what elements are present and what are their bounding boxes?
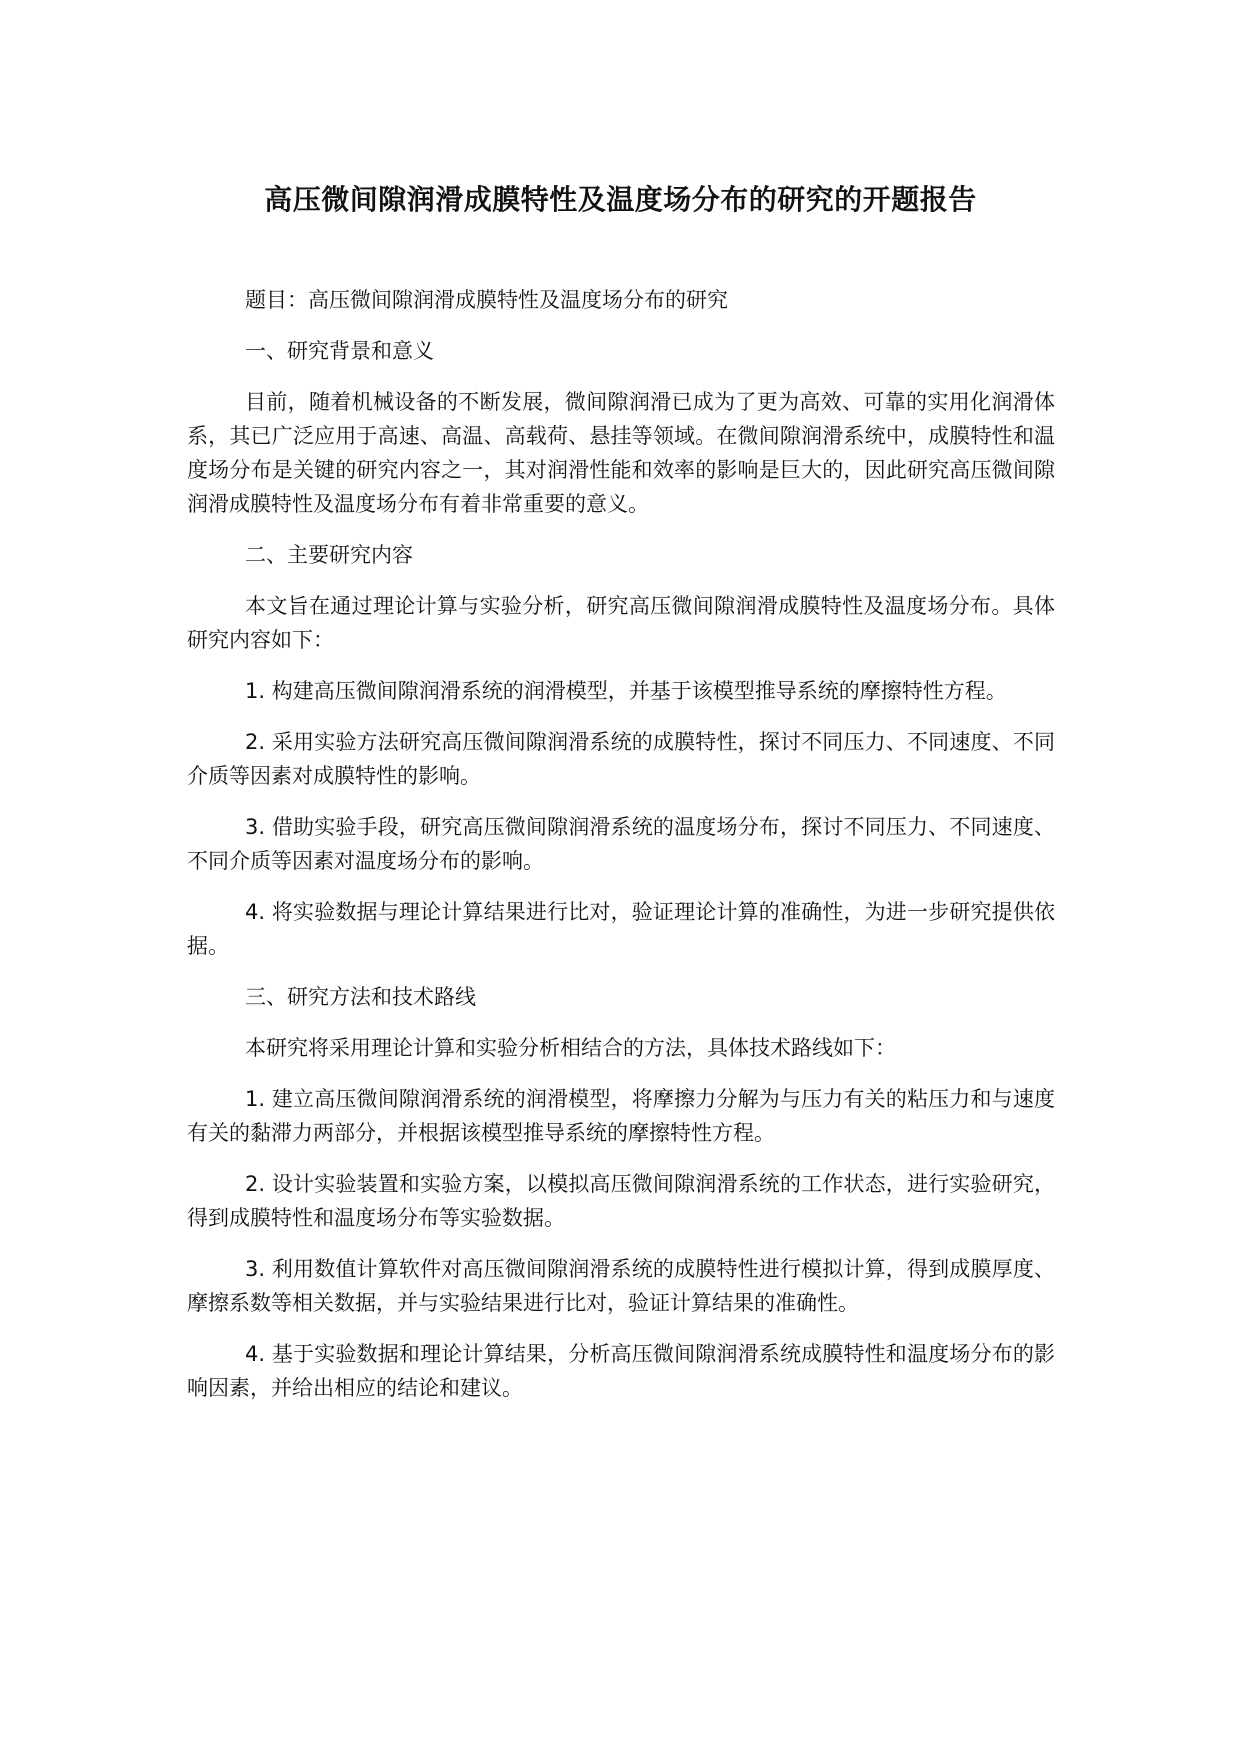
method-item: 2. 设计实验装置和实验方案，以模拟高压微间隙润滑系统的工作状态，进行实验研究，得到成膜特性和温度场分布等实验数据。 bbox=[187, 1172, 1055, 1230]
content-item: 4. 将实验数据与理论计算结果进行比对，验证理论计算的准确性，为进一步研究提供依据。 bbox=[187, 900, 1055, 958]
content-intro-paragraph: 本文旨在通过理论计算与实验分析，研究高压微间隙润滑成膜特性及温度场分布。具体研究内容如下： bbox=[187, 594, 1055, 652]
content-item: 3. 借助实验手段，研究高压微间隙润滑系统的温度场分布，探讨不同压力、不同速度、不同介质等因素对温度场分布的影响。 bbox=[187, 815, 1055, 873]
content-item: 2. 采用实验方法研究高压微间隙润滑系统的成膜特性，探讨不同压力、不同速度、不同介质等因素对成膜特性的影响。 bbox=[187, 730, 1055, 788]
document-body bbox=[187, 283, 1055, 1405]
section-heading-background: 一、研究背景和意义 bbox=[245, 339, 434, 363]
method-intro-paragraph: 本研究将采用理论计算和实验分析相结合的方法，具体技术路线如下： bbox=[245, 1036, 896, 1060]
method-item: 4. 基于实验数据和理论计算结果，分析高压微间隙润滑系统成膜特性和温度场分布的影响因素，并给出相应的结论和建议。 bbox=[187, 1342, 1055, 1400]
background-paragraph: 目前，随着机械设备的不断发展，微间隙润滑已成为了更为高效、可靠的实用化润滑体系，其已广泛应用于高速、高温、高载荷、悬挂等领域。在微间隙润滑系统中，成膜特性和温度场分布是关键的研究内容之一，其对润滑性能和效率的影响是巨大的，因此研究高压微间隙润滑成膜特性及温度场分布有着非常重要的意义。 bbox=[187, 390, 1055, 516]
section-heading-content: 二、主要研究内容 bbox=[245, 543, 413, 567]
content-item: 1. 构建高压微间隙润滑系统的润滑模型，并基于该模型推导系统的摩擦特性方程。 bbox=[245, 679, 1007, 703]
method-item: 3. 利用数值计算软件对高压微间隙润滑系统的成膜特性进行模拟计算，得到成膜厚度、摩擦系数等相关数据，并与实验结果进行比对，验证计算结果的准确性。 bbox=[187, 1257, 1055, 1315]
topic-line: 题目：高压微间隙润滑成膜特性及温度场分布的研究 bbox=[245, 288, 728, 312]
method-item: 1. 建立高压微间隙润滑系统的润滑模型，将摩擦力分解为与压力有关的粘压力和与速度有关的黏滞力两部分，并根据该模型推导系统的摩擦特性方程。 bbox=[187, 1087, 1055, 1145]
document-title: 高压微间隙润滑成膜特性及温度场分布的研究的开题报告 bbox=[264, 183, 977, 216]
section-heading-method: 三、研究方法和技术路线 bbox=[245, 985, 476, 1009]
